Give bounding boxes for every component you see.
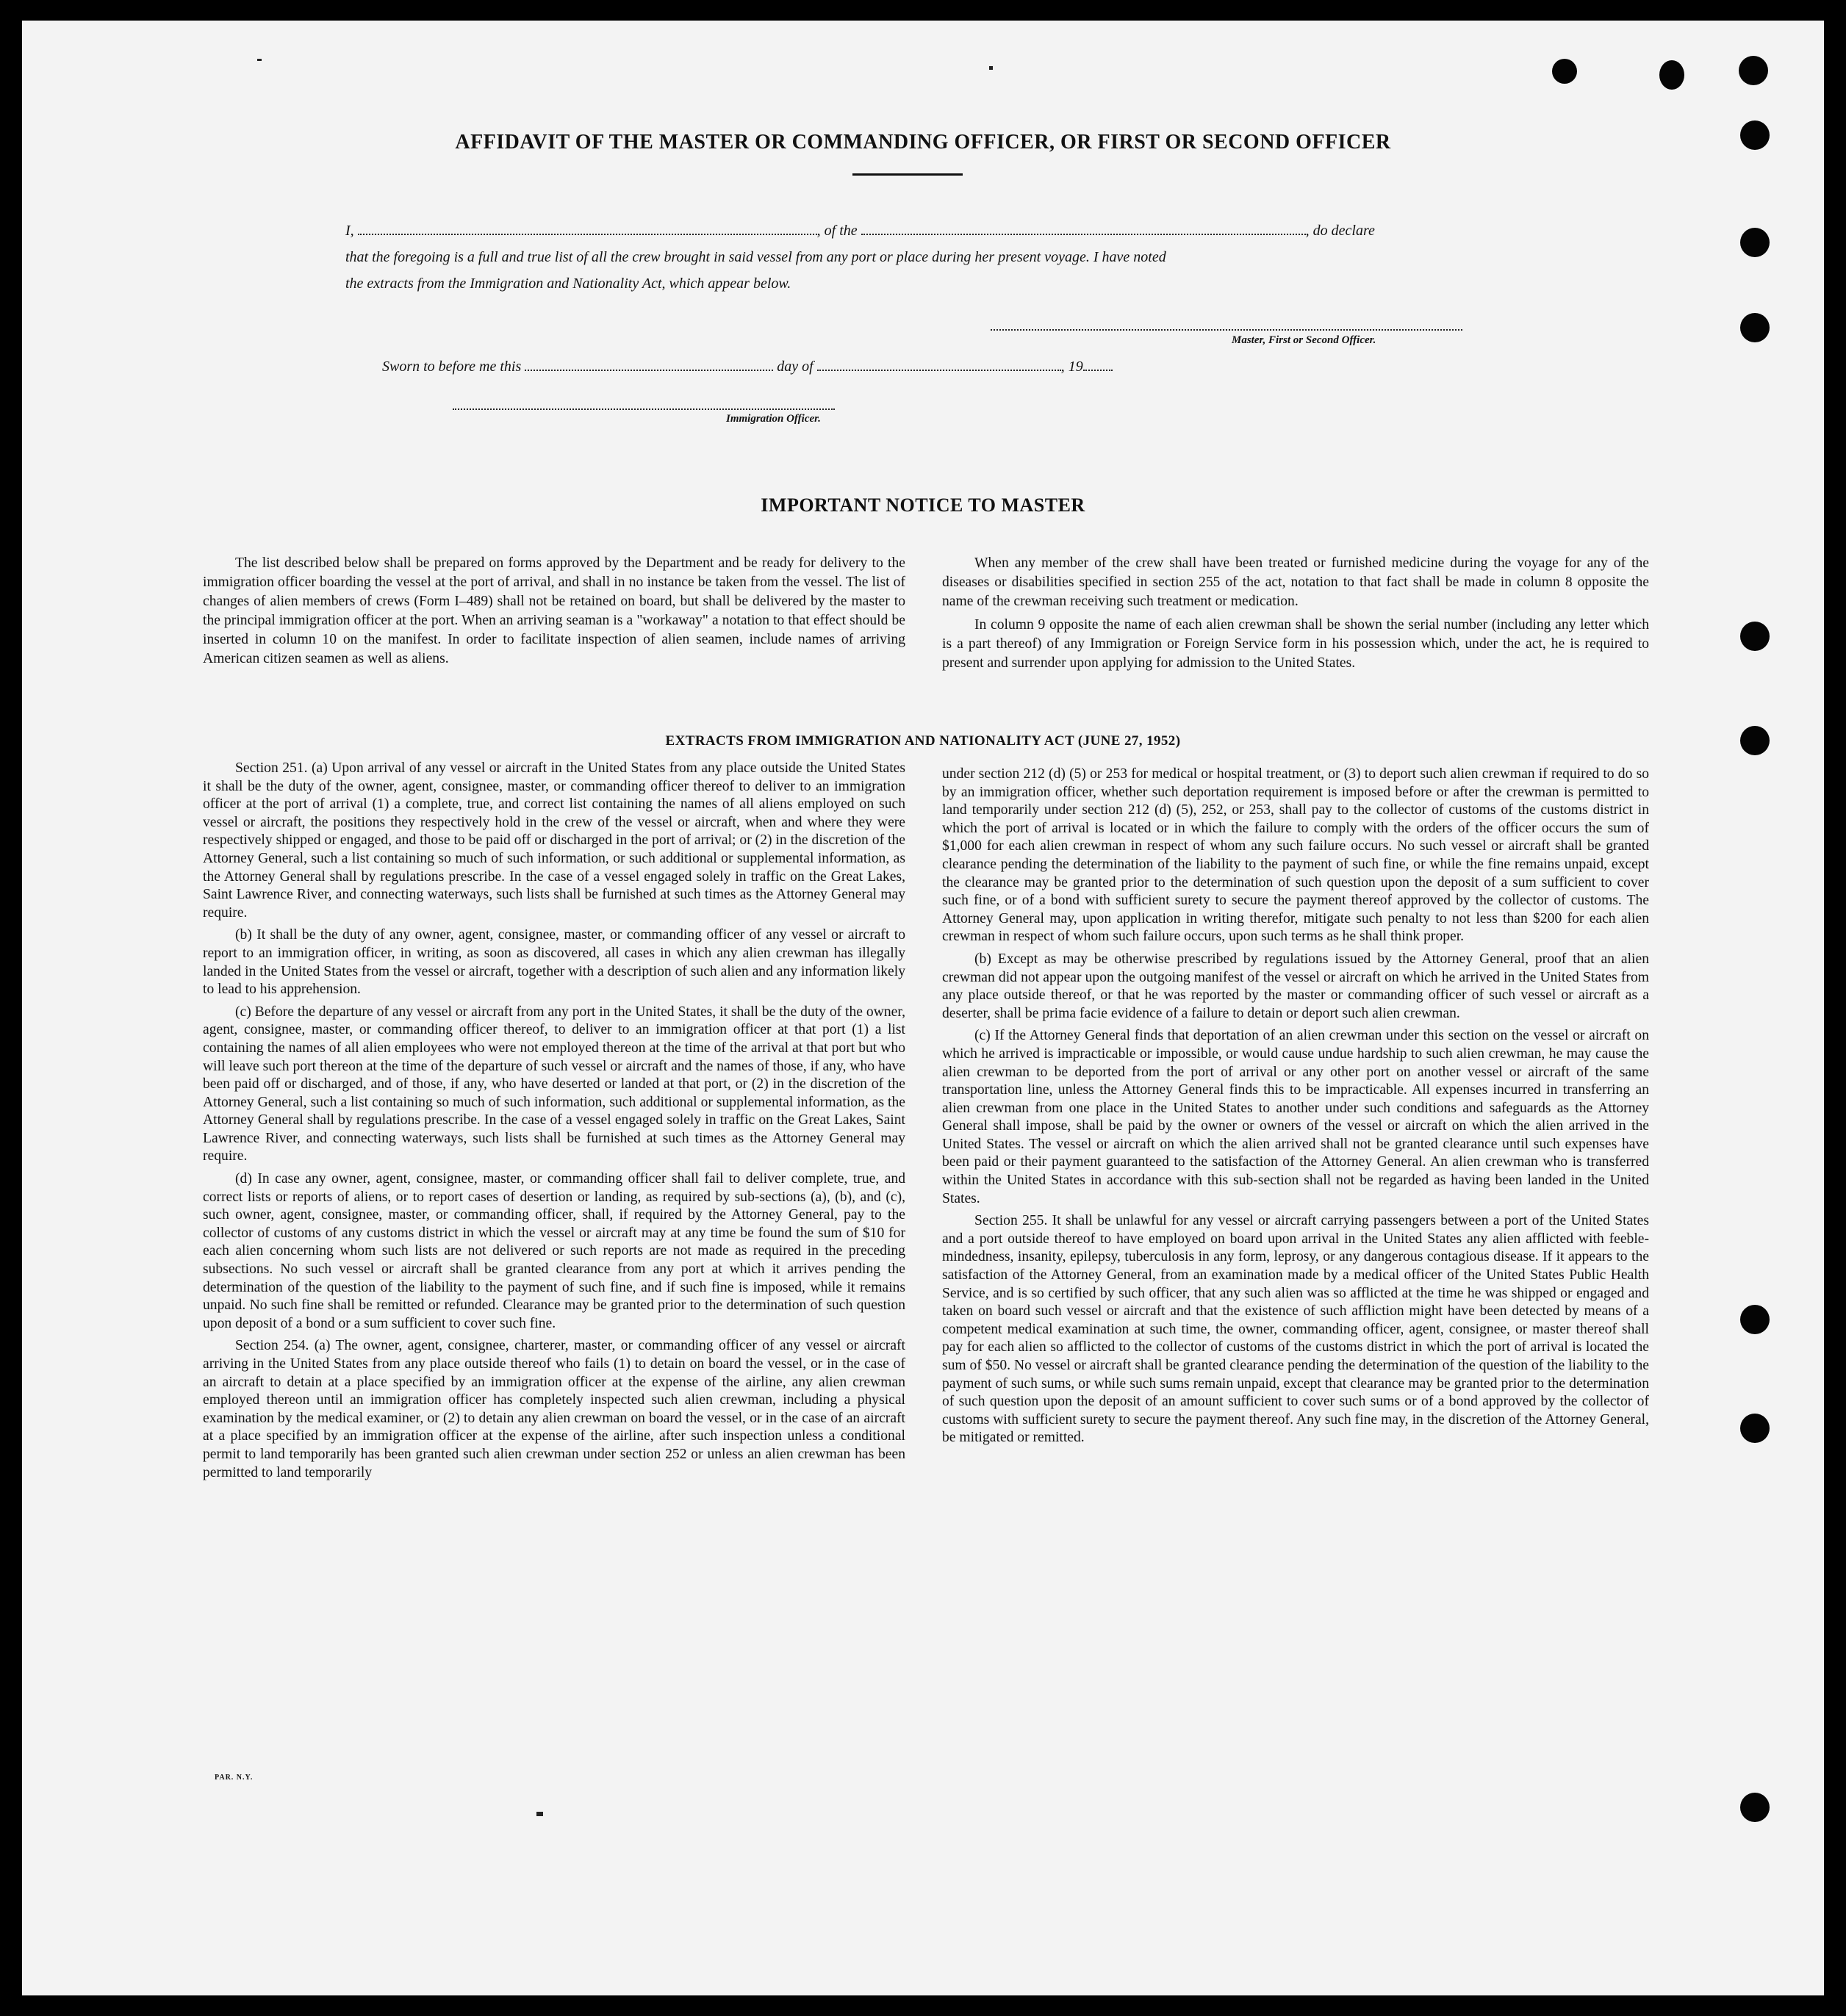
notice-right-column (942, 554, 1649, 677)
declaration-line-3: the extracts from the Immigration and Nationality Act, which appear below. (345, 276, 791, 292)
notice-left-column (203, 554, 905, 673)
act-paragraph: Section 255. It shall be unlawful for any vessel or aircraft carrying passengers between a port of the United States and a port outside thereof to have employed on board upon arrival in the United States any alien afflicted with feeble-mindedness, insanity, epilepsy, tuberculosis in any form, leprosy, or any dangerous contagious disease. If it appears to the satisfaction of the Attorney General, from an examination made by a medical officer of the United States Public Health Service, and is so certified by such officer, that any such alien was so afflicted at the time he was shipped or engaged and taken on board such vessel or aircraft and that the existence of such affliction might have been detected by means of a competent medical examination at such time, the owner, commanding officer, agent, consignee, or master thereof shall pay for each alien so afflicted to the collector of customs of the customs district in which the port of arrival is located the sum of $50. No vessel or aircraft shall be granted clearance pending the determination of the question of the liability to the payment of such sums, or while such sums remain unpaid, except that clearance may be granted prior to the determination of such question upon the deposit of an amount sufficient to cover such sums or of a bond approved by the collector of customs with sufficient surety to secure the payment thereof. Any such fine may, in the discretion of the Attorney General, be mitigated or remitted. (942, 1213, 1649, 1446)
declaration-end: , do declare (1305, 223, 1375, 239)
punch-hole (1740, 228, 1770, 257)
declaration-line (345, 217, 1510, 244)
speck (536, 1812, 543, 1816)
declaration-i: I, (345, 223, 354, 239)
sworn-line (382, 355, 1113, 378)
act-paragraph: (b) It shall be the duty of any owner, agent, consignee, master, or commanding officer of any vessel or aircraft to report to an immigration officer, in writing, as soon as discovered, all cases in which any alien crewman has illegally landed in the United States from the vessel or aircraft, together with a description of such alien and any information likely to lead to his apprehension. (203, 927, 905, 998)
notice-paragraph: The list described below shall be prepared on forms approved by the Department and be ready for delivery to the immigration officer boarding the vessel at the port of arrival, and shall in no instance be taken from the vessel. The list of changes of alien members of crews (Form I–489) shall not be retained on board, but shall be delivered by the master to the principal immigration officer at the port. When an arriving seaman is a "workaway" a notation to that effect should be inserted in column 10 on the manifest. In order to facilitate inspection of alien seamen, include names of arriving American citizen seamen as well as aliens. (203, 555, 905, 666)
declaration-text (345, 244, 1510, 297)
punch-hole (1740, 1793, 1770, 1822)
master-signature-line[interactable] (991, 329, 1462, 331)
punch-hole (1740, 1305, 1770, 1334)
notice-paragraph: In column 9 opposite the name of each alien crewman shall be shown the serial number (including any letter which is a part thereof) of any Immigration or Foreign Service form in his possession which, under the act, he is required to present and surrender upon applying for admission to the United States. (942, 617, 1649, 671)
notice-title: IMPORTANT NOTICE TO MASTER (761, 494, 1085, 516)
act-paragraph: (d) In case any owner, agent, consignee, master, or commanding officer shall fail to deliver complete, true, and correct lists or reports of aliens, or to report cases of desertion or landing, as required by sub-sections (a), (b), and (c), such owner, agent, consignee, master, or commanding officer, shall, if required by the Attorney General, pay to the collector of customs of any customs district in which the vessel or aircraft may at any time be found the sum of $10 for each alien concerning whom such lists are not delivered or such reports are not made as required in the preceding subsections. No such vessel or aircraft shall be granted clearance from any port at which it arrives pending the determination of the question of the liability to the payment of such fine, and if such fine is imposed, while it remains unpaid. No such fine shall be remitted or refunded. Clearance may be granted prior to the determination of such question upon deposit of a bond or a sum sufficient to cover such fine. (203, 1171, 905, 1331)
document-page (22, 21, 1824, 1995)
sworn-year-field[interactable] (1083, 355, 1113, 371)
speck (257, 59, 262, 61)
punch-hole (1659, 60, 1684, 90)
officer-signature-caption: Immigration Officer. (726, 413, 821, 425)
name-field[interactable] (358, 219, 817, 235)
punch-hole (1740, 313, 1770, 342)
speck (989, 66, 993, 70)
act-paragraph: Section 251. (a) Upon arrival of any vessel or aircraft in the United States from any place outside the United States it shall be the duty of the owner, agent, consignee, master, or commanding officer thereof to deliver to an immigration officer at the port of arrival (1) a complete, true, and correct list containing the names of all aliens employed on such vessel or aircraft, the positions they respectively hold in the crew of the vessel or aircraft, when and where they were respectively shipped or engaged, and those to be paid off or discharged in the port of arrival; or (2) in the discretion of the Attorney General, such a list containing so much of such information, or such additional or supplemental information, as the Attorney General shall by regulations prescribe. In the case of a vessel engaged solely in traffic on the Great Lakes, Saint Lawrence River, and connecting waterways, such lists shall be furnished at such times as the Attorney General may require. (203, 760, 905, 921)
vessel-field[interactable] (861, 219, 1306, 235)
declaration-of-the: , of the (816, 223, 858, 239)
act-paragraph: under section 212 (d) (5) or 253 for medical or hospital treatment, or (3) to deport such alien crewman if required to do so by an immigration officer, whether such deportation requirement is imposed before or after the crewman is permitted to land temporarily under section 212 (d) (5), 252, or 253, shall pay to the collector of customs of the customs district in which the port of arrival is located or in which the failure to comply with the orders of the officer occurs the sum of $1,000 for each alien crewman in respect of whom any such failure occurs. No such vessel or aircraft shall be granted clearance pending the determination of the liability to the payment of such fine, or while the fine remains unpaid, except the clearance may be granted prior to the determination of such question upon the deposit of a sum sufficient to cover such fine, or of a bond with sufficient surety to secure the payment thereof approved by the collector of customs. The Attorney General may, upon application in writing therefor, mitigate such penalty to not less than $200 for each alien crewman in respect of whom such failure occurs, upon such terms as he shall think proper. (942, 766, 1649, 945)
extracts-title: EXTRACTS FROM IMMIGRATION AND NATIONALITY ACT (JUNE 27, 1952) (665, 733, 1181, 749)
master-signature-caption: Master, First or Second Officer. (1232, 334, 1376, 346)
extracts-left-column (203, 760, 905, 1486)
printer-code: PAR. N.Y. (215, 1774, 254, 1782)
declaration-line-2: that the foregoing is a full and true list of all the crew brought in said vessel from any port or place during her present voyage. I have noted (345, 249, 1166, 265)
day-of-label: day of (777, 359, 814, 375)
extracts-right-column (942, 766, 1649, 1452)
punch-hole (1740, 622, 1770, 651)
notice-paragraph: When any member of the crew shall have been treated or furnished medicine during the voyage for any of the diseases or disabilities specified in section 255 of the act, notation to that fact shall be made in column 8 opposite the name of the crewman receiving such treatment or medication. (942, 555, 1649, 609)
punch-hole (1739, 56, 1768, 85)
punch-hole (1740, 1414, 1770, 1443)
sworn-day-field[interactable] (525, 355, 773, 371)
title-rule (852, 173, 963, 176)
act-paragraph: Section 254. (a) The owner, agent, consignee, charterer, master, or commanding officer of any vessel or aircraft arriving in the United States from any place outside thereof who fails (1) to detain on board the vessel, or in the case of an aircraft to detain at a place specified by an immigration officer at the expense of the airline, any alien crewman employed thereon until an immigration officer has completely inspected such alien crewman, including a physical examination by the medical examiner, or (2) to detain any alien crewman on board the vessel, or in the case of an aircraft at a place specified by an immigration officer at the expense of the airline, after such inspection unless a conditional permit to land temporarily has been granted such alien crewman under section 252 or unless an alien crewman has been permitted to land temporarily (203, 1338, 905, 1480)
act-paragraph: (c) Before the departure of any vessel or aircraft from any port in the United States, it shall be the duty of the owner, agent, consignee, master, or commanding officer thereof, to deliver to an immigration officer at that port (1) a list containing the names of all alien employees who were not employed thereon at the time of the arrival at that port but who will leave such port thereon at the time of the departure of such vessel or aircraft and the names of those, if any, who have been paid off or discharged, and of those, if any, who have deserted or landed at that port, or (2) in the discretion of the Attorney General, such a list containing so much of such information, such additional or supplemental information, as the Attorney General shall by regulations prescribe. In the case of a vessel engaged solely in traffic on the Great Lakes, Saint Lawrence River, and connecting waterways, such lists shall be furnished at such times as the Attorney General may require. (203, 1004, 905, 1164)
year-label: , 19 (1060, 359, 1083, 375)
act-paragraph: (c) If the Attorney General finds that deportation of an alien crewman under this section on the vessel or aircraft on which he arrived is impracticable or impossible, or would cause undue hardship to such alien crewman, he may cause the alien crewman to be deported from the port of arrival or any other port on another vessel or aircraft of the same transportation line, unless the Attorney General finds this to be impracticable. All expenses incurred in transferring an alien crewman from one place in the United States to another under such conditions and safeguards as the Attorney General shall impose, shall be paid by the owner or owners of the vessel or aircraft on which the alien arrived in the United States. The vessel or aircraft on which the alien arrived shall not be granted clearance until such expenses have been paid or their payment guaranteed to the satisfaction of the Attorney General. An alien crewman who is transferred within the United States in accordance with this sub-section shall not be regarded as having been landed in the United States. (942, 1028, 1649, 1206)
affidavit-title: AFFIDAVIT OF THE MASTER OR COMMANDING OFFICER, OR FIRST OR SECOND OFFICER (455, 131, 1391, 154)
officer-signature-line[interactable] (453, 408, 835, 410)
sworn-month-field[interactable] (817, 355, 1061, 371)
act-paragraph: (b) Except as may be otherwise prescribed by regulations issued by the Attorney General, proof that an alien crewman did not appear upon the outgoing manifest of the vessel or aircraft on which he arrived in the United States from any place outside thereof, or that he was reported by the master or commanding officer of such vessel or aircraft as a deserter, shall be prima facie evidence of a failure to detain or deport such alien crewman. (942, 951, 1649, 1021)
sworn-label: Sworn to before me this (382, 359, 522, 375)
punch-hole (1552, 59, 1577, 84)
